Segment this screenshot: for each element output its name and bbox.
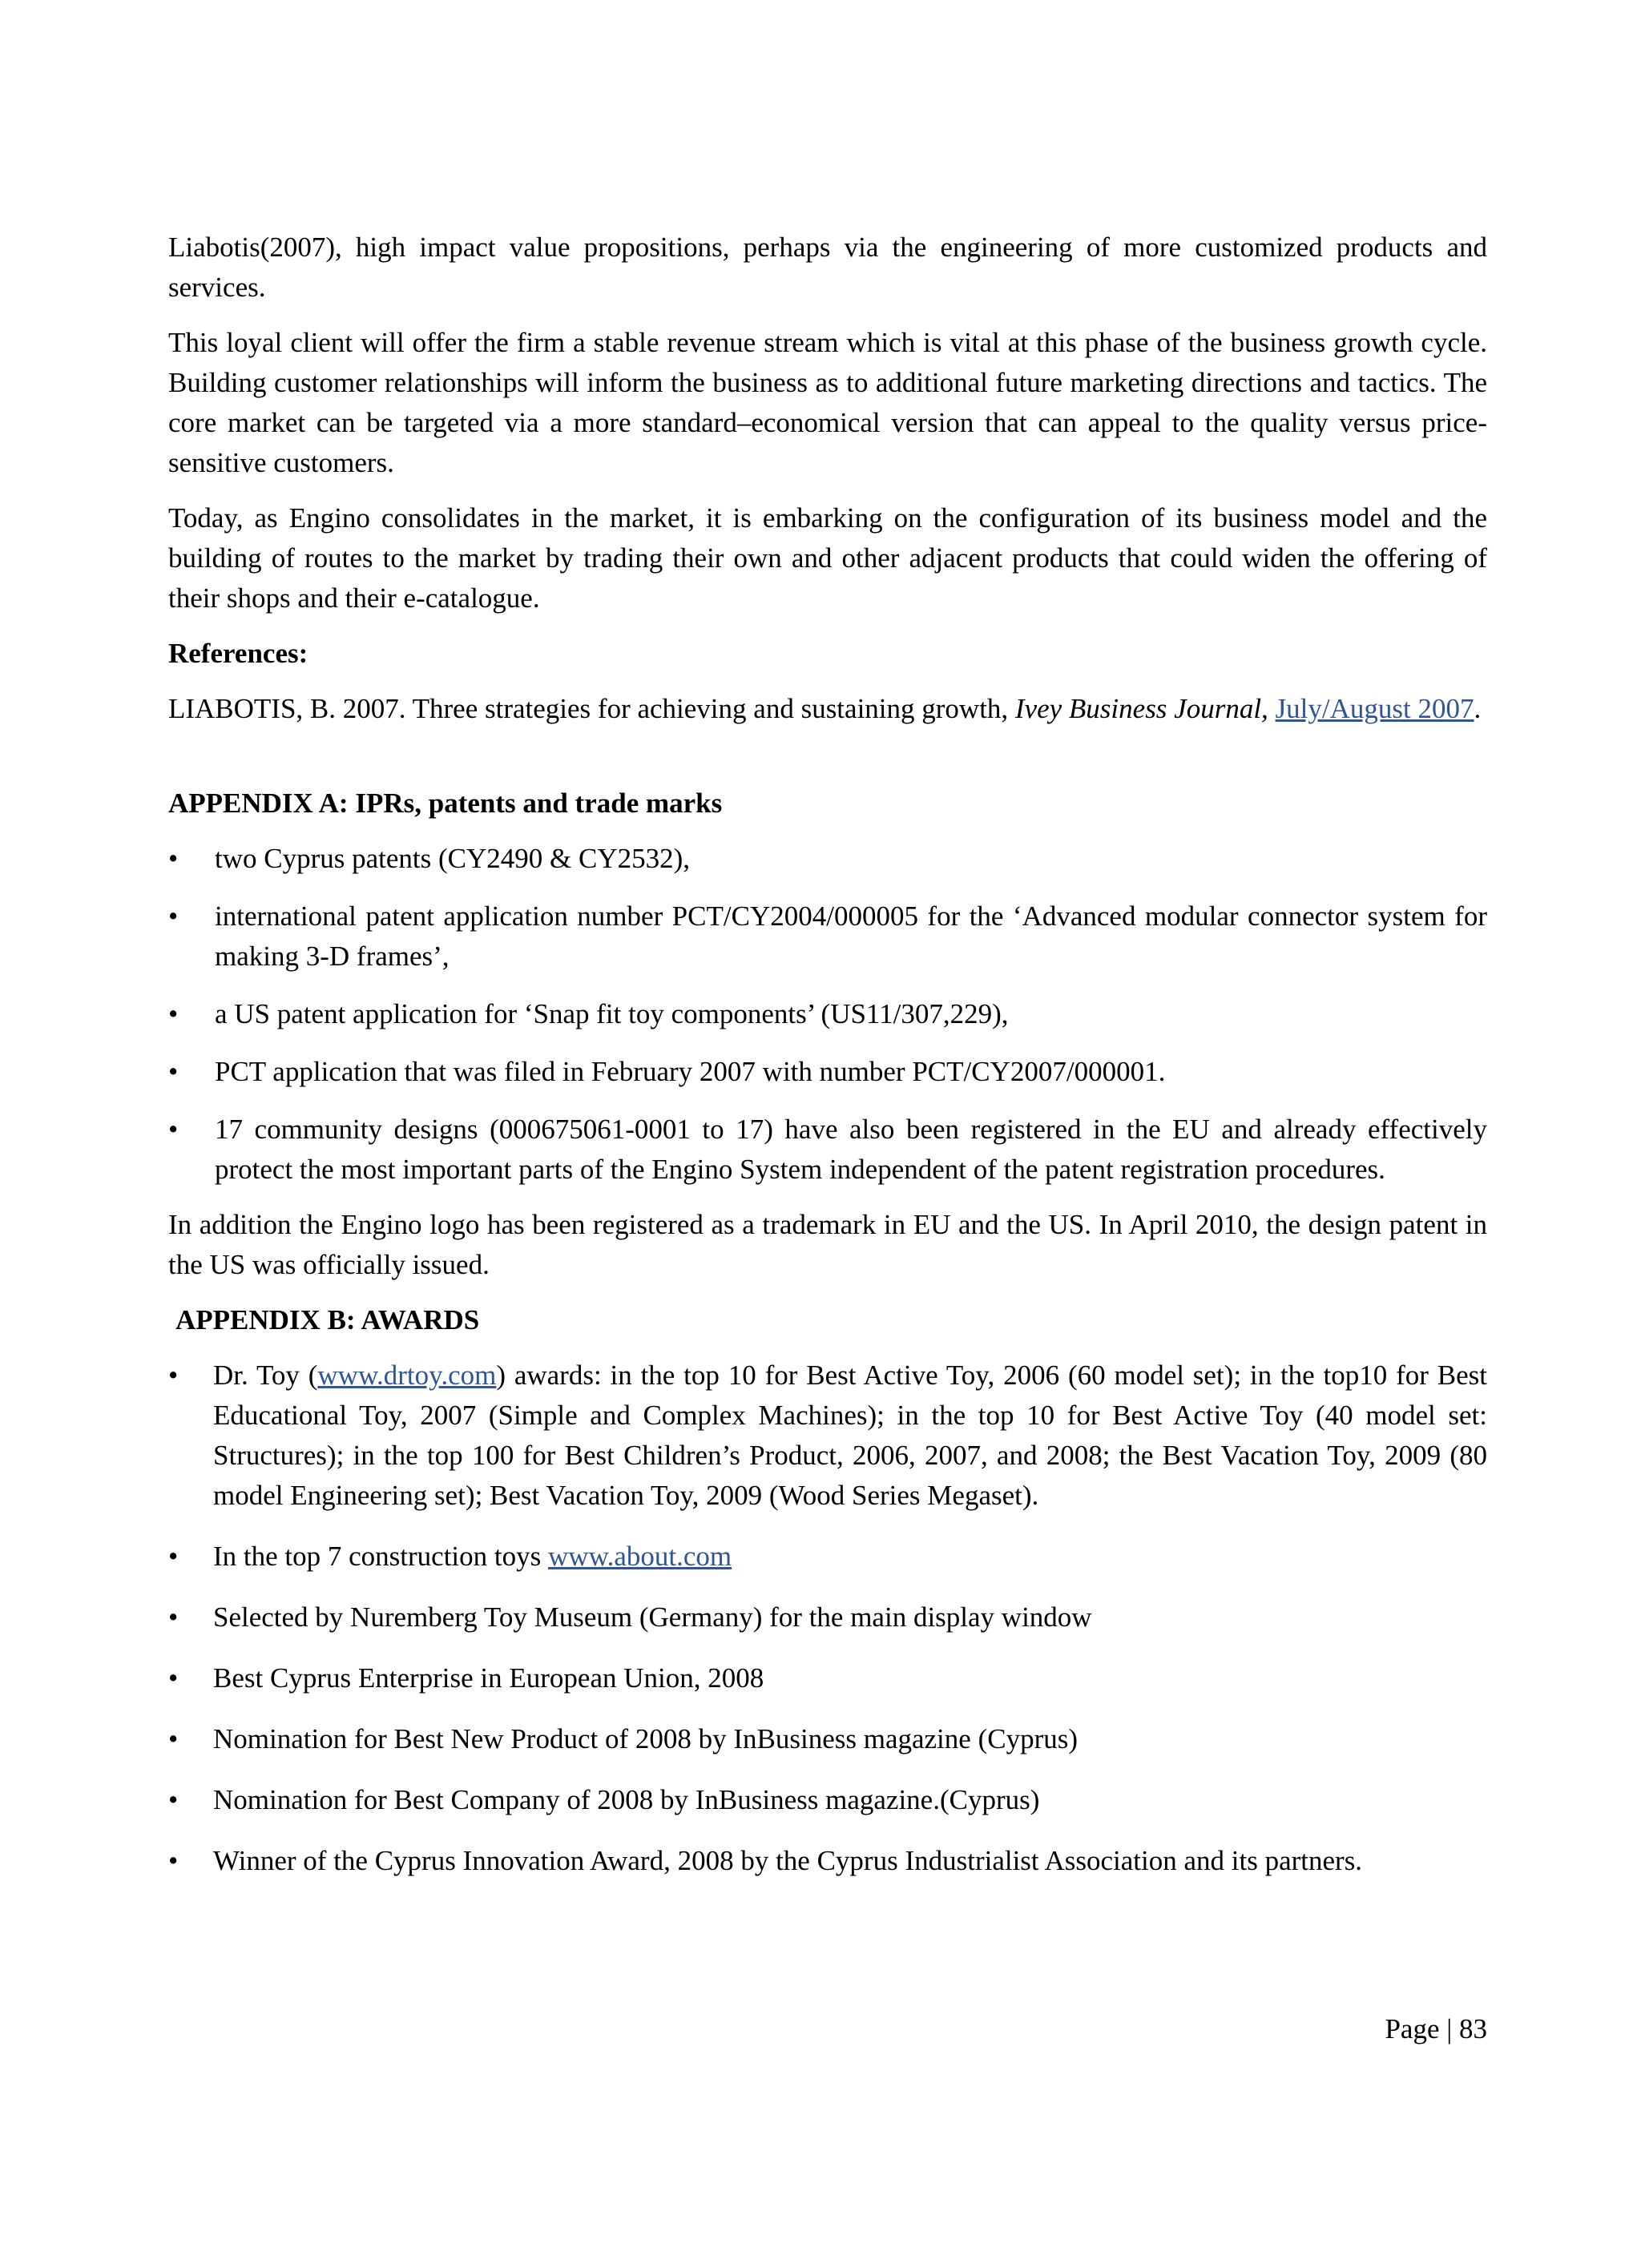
list-item-text: international patent application number PCT/CY2004/000005 for the ‘Advanced modular connector system for making 3-D frames’, xyxy=(215,900,1487,972)
award-text: Nomination for Best Company of 2008 by InBusiness magazine.(Cyprus) xyxy=(213,1784,1040,1815)
list-item-text: 17 community designs (000675061-0001 to 17) have also been registered in the EU and already effectively protect the most important parts of the Engino System independent of the patent registration procedures. xyxy=(215,1114,1487,1185)
bullet-icon: • xyxy=(168,998,179,1029)
bullet-icon: • xyxy=(168,1662,179,1694)
list-item-text: two Cyprus patents (CY2490 & CY2532), xyxy=(215,843,691,874)
award-text: Winner of the Cyprus Innovation Award, 2008 by the Cyprus Industrialist Association and its partners. xyxy=(213,1845,1363,1876)
list-item xyxy=(168,1841,1487,1881)
reference-journal: Ivey Business Journal, xyxy=(1014,693,1268,724)
list-item xyxy=(168,1780,1487,1820)
bullet-icon: • xyxy=(168,1056,179,1087)
bullet-icon: • xyxy=(168,900,179,932)
reference-entry xyxy=(168,689,1487,729)
award-text: In the top 7 construction toys xyxy=(213,1541,549,1572)
bullet-icon: • xyxy=(168,1784,179,1815)
body-paragraph-2: This loyal client will offer the firm a stable revenue stream which is vital at this phase of the business growth cycle. Building customer relationships will inform the business as to additional future marketing directions and tactics. The core market can be targeted via a more standard–economical version that can appeal to the quality versus price-sensitive customers. xyxy=(168,327,1487,478)
document-body xyxy=(168,228,1487,1902)
list-item xyxy=(168,1052,1487,1092)
bullet-icon: • xyxy=(168,1360,179,1391)
list-item xyxy=(168,1110,1487,1190)
award-text: Best Cyprus Enterprise in European Union, 2008 xyxy=(213,1662,764,1694)
award-text-end: ) awards: in the top 10 for Best Active Toy, 2006 (60 model set); in the top10 for Best Educational Toy, 2007 (Simple and Complex Machines); in the top 10 for Best Active Toy (40 model set: Structures); in the top 100 for Best Children’s Product, 2006, 2007, and 2008; the Best Vacation Toy, 2009 (80 model Engineering set); Best Vacation Toy, 2009 (Wood Series Megaset). xyxy=(213,1360,1487,1511)
bullet-icon: • xyxy=(168,1845,179,1876)
appendix-b-title: APPENDIX B: AWARDS xyxy=(175,1304,480,1335)
list-item xyxy=(168,839,1487,879)
list-item xyxy=(168,1658,1487,1698)
list-item xyxy=(168,1597,1487,1638)
appendix-a-closing: In addition the Engino logo has been registered as a trademark in EU and the US. In April 2010, the design patent in the US was officially issued. xyxy=(168,1209,1487,1280)
bullet-icon: • xyxy=(168,1601,179,1633)
page-number: Page | 83 xyxy=(1385,2013,1487,2044)
body-paragraph-1: Liabotis(2007), high impact value propositions, perhaps via the engineering of more customized products and services. xyxy=(168,232,1487,303)
award-text: Selected by Nuremberg Toy Museum (Germany) for the main display window xyxy=(213,1601,1092,1633)
bullet-icon: • xyxy=(168,1114,179,1145)
list-item-text: PCT application that was filed in February 2007 with number PCT/CY2007/000001. xyxy=(215,1056,1166,1087)
list-item xyxy=(168,994,1487,1034)
bullet-icon: • xyxy=(168,1541,179,1572)
list-item-text: a US patent application for ‘Snap fit toy components’ (US11/307,229), xyxy=(215,998,1009,1029)
list-item xyxy=(168,1719,1487,1759)
award-text-start: Dr. Toy ( xyxy=(213,1360,318,1391)
bullet-icon: • xyxy=(168,843,179,874)
list-item xyxy=(168,1356,1487,1516)
list-item xyxy=(168,1537,1487,1577)
list-item xyxy=(168,896,1487,977)
reference-entry-end: . xyxy=(1474,693,1482,724)
drtoy-link[interactable]: www.drtoy.com xyxy=(317,1360,497,1391)
about-link[interactable]: www.about.com xyxy=(548,1541,732,1572)
references-heading: References: xyxy=(168,638,308,669)
reference-link[interactable]: July/August 2007 xyxy=(1275,693,1474,724)
patent-list xyxy=(168,839,1487,1190)
award-text: Nomination for Best New Product of 2008 by InBusiness magazine (Cyprus) xyxy=(213,1723,1079,1754)
awards-list xyxy=(168,1356,1487,1881)
reference-entry-text: LIABOTIS, B. 2007. Three strategies for achieving and sustaining growth, xyxy=(168,693,1015,724)
body-paragraph-3: Today, as Engino consolidates in the market, it is embarking on the configuration of its business model and the building of routes to the market by trading their own and other adjacent products that could widen the offering of their shops and their e-catalogue. xyxy=(168,502,1487,614)
appendix-a-title: APPENDIX A: IPRs, patents and trade marks xyxy=(168,788,723,819)
bullet-icon: • xyxy=(168,1723,179,1754)
